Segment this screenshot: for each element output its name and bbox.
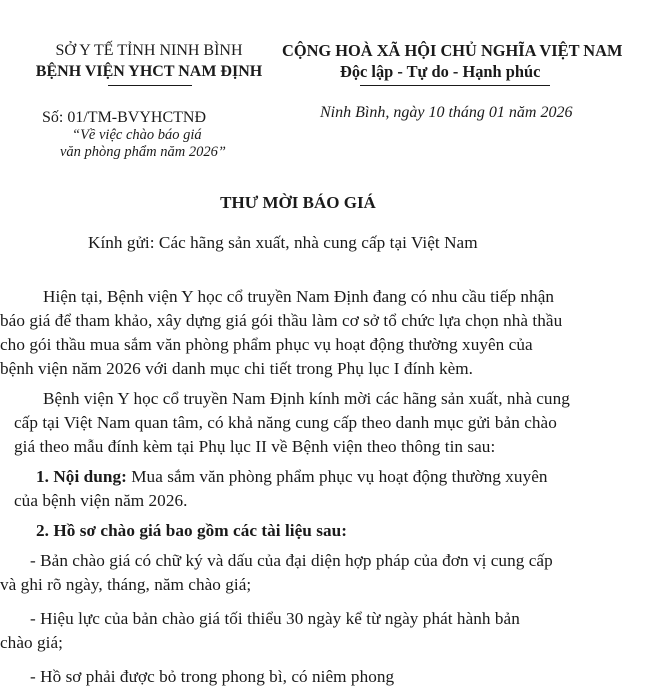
doc-number: Số: 01/TM-BVYHCTNĐ bbox=[42, 109, 207, 126]
bullet-3-partial: - Hồ sơ phải được bỏ trong phong bì, có niêm phong bbox=[30, 667, 395, 686]
recipient-line: Kính gửi: Các hãng sản xuất, nhà cung cấp tại Việt Nam bbox=[88, 233, 478, 252]
section-1-line-2: của bệnh viện năm 2026. bbox=[14, 491, 188, 510]
letter-title: THƯ MỜI BÁO GIÁ bbox=[220, 193, 376, 212]
p1-line-1: Hiện tại, Bệnh viện Y học cổ truyền Nam Định đang có nhu cầu tiếp nhận bbox=[43, 287, 555, 306]
hospital-underline bbox=[108, 85, 192, 86]
p1-line-3: cho gói thầu mua sắm văn phòng phẩm phục vụ hoạt động thường xuyên của bbox=[0, 335, 533, 354]
section-1-line-1 bbox=[36, 464, 548, 489]
subject-line-1: “Về việc chào báo giá bbox=[72, 127, 202, 143]
national-motto: Độc lập - Tự do - Hạnh phúc bbox=[340, 62, 541, 81]
bullet-2-line-1: - Hiệu lực của bản chào giá tối thiểu 30 ngày kể từ ngày phát hành bản bbox=[30, 609, 520, 628]
subject-line-2: văn phòng phẩm năm 2026” bbox=[60, 144, 226, 160]
motto-underline bbox=[360, 85, 550, 86]
ministry-name: SỞ Y TẾ TỈNH NINH BÌNH bbox=[55, 42, 243, 59]
section-1-label: 1. Nội dung: bbox=[36, 467, 127, 486]
section-2-heading: 2. Hồ sơ chào giá bao gồm các tài liệu sau: bbox=[36, 521, 348, 540]
hospital-name: BỆNH VIỆN YHCT NAM ĐỊNH bbox=[35, 63, 263, 80]
bullet-1-line-2: và ghi rõ ngày, tháng, năm chào giá; bbox=[0, 575, 252, 594]
nation-title: CỘNG HOÀ XÃ HỘI CHỦ NGHĨA VIỆT NAM bbox=[282, 41, 623, 60]
bullet-1-line-1: - Bản chào giá có chữ ký và dấu của đại diện hợp pháp của đơn vị cung cấp bbox=[30, 551, 553, 570]
p2-line-3: giá theo mẫu đính kèm tại Phụ lục II về Bệnh viện theo thông tin sau: bbox=[14, 437, 496, 456]
section-1-text: Mua sắm văn phòng phẩm phục vụ hoạt động thường xuyên bbox=[126, 467, 548, 486]
bullet-2-line-2: chào giá; bbox=[0, 633, 63, 652]
p1-line-2: báo giá để tham khảo, xây dựng giá gói thầu làm cơ sở tổ chức lựa chọn nhà thầu bbox=[0, 311, 563, 330]
p2-line-1: Bệnh viện Y học cổ truyền Nam Định kính mời các hãng sản xuất, nhà cung bbox=[43, 389, 570, 408]
p2-line-2: cấp tại Việt Nam quan tâm, có khả năng cung cấp theo danh mục gửi bản chào bbox=[14, 413, 557, 432]
place-date: Ninh Bình, ngày 10 tháng 01 năm 2026 bbox=[320, 104, 573, 121]
p1-line-4: bệnh viện năm 2026 với danh mục chi tiết trong Phụ lục I đính kèm. bbox=[0, 359, 474, 378]
